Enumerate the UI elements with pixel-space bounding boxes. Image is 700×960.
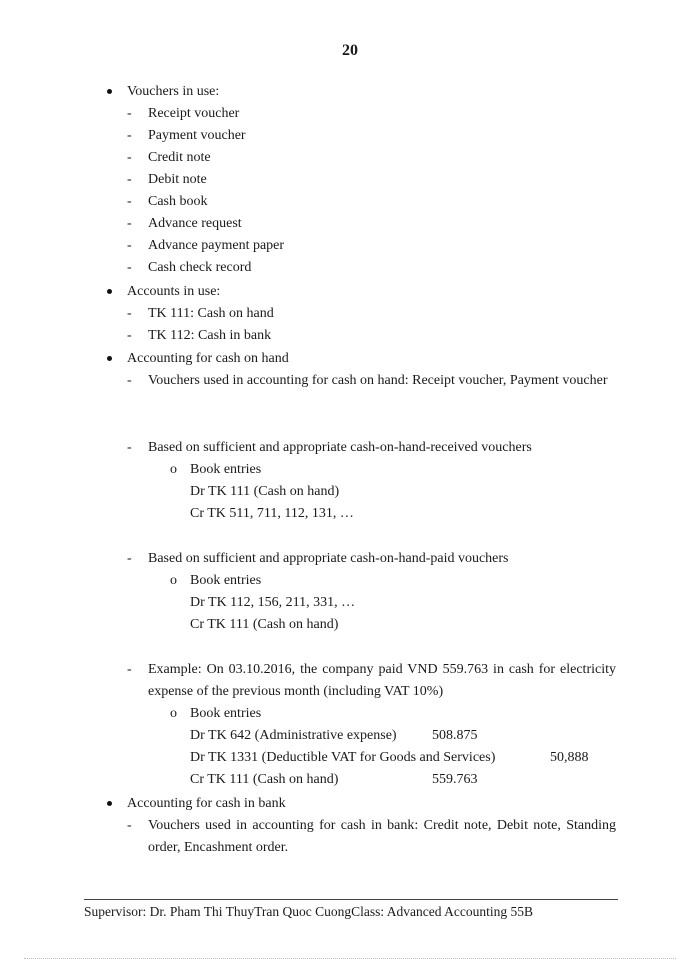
example-line-1-value: 508.875 [432,728,478,743]
bullet [107,356,112,361]
footer-text: Supervisor: Dr. Pham Thi ThuyTran Quoc CuongClass: Advanced Accounting 55B [84,904,533,919]
section-heading-cash-on-hand: Accounting for cash on hand [127,351,289,366]
dash: - [127,150,132,165]
vouchers-used-cash-in-bank: Vouchers used in accounting for cash in bank: Credit note, Debit note, Standing order, Encashment order. [148,818,616,855]
dash: - [127,172,132,187]
example-text: Example: On 03.10.2016, the company paid VND 559.763 in cash for electricity expense of the previous month (including VAT 10%) [148,662,616,699]
circle-bullet: o [170,706,177,721]
example-line-1-label: Dr TK 642 (Administrative expense) [190,728,397,743]
list-item: Payment voucher [148,128,246,143]
bullet [107,801,112,806]
list-item: Cash check record [148,260,252,275]
list-item: Cash book [148,194,208,209]
paid-text: Based on sufficient and appropriate cash-on-hand-paid vouchers [148,551,509,566]
example-line-2-label: Dr TK 1331 (Deductible VAT for Goods and Services) [190,750,496,765]
circle-bullet: o [170,573,177,588]
circle-bullet: o [170,462,177,477]
dash: - [127,216,132,231]
dash: - [127,662,132,677]
vouchers-used-cash-on-hand: Vouchers used in accounting for cash on hand: Receipt voucher, Payment voucher [148,373,608,388]
list-item: Credit note [148,150,211,165]
dash: - [127,306,132,321]
book-entries-label: Book entries [190,462,262,477]
dash: - [127,128,132,143]
list-item: Advance request [148,216,242,231]
dash: - [127,818,132,833]
page-bottom-border [24,958,676,959]
list-item: Debit note [148,172,207,187]
entry-cr: Cr TK 511, 711, 112, 131, … [190,506,354,521]
list-item: Receipt voucher [148,106,240,121]
entry-dr: Dr TK 111 (Cash on hand) [190,484,340,499]
dash: - [127,328,132,343]
example-line-3-label: Cr TK 111 (Cash on hand) [190,772,339,787]
list-item: TK 111: Cash on hand [148,306,274,321]
footer-rule [84,899,618,900]
book-entries-label: Book entries [190,706,262,721]
entry-cr: Cr TK 111 (Cash on hand) [190,617,339,632]
example-line-2-value: 50,888 [550,750,589,765]
section-heading-cash-in-bank: Accounting for cash in bank [127,796,286,811]
dash: - [127,238,132,253]
list-item: TK 112: Cash in bank [148,328,272,343]
received-text: Based on sufficient and appropriate cash-on-hand-received vouchers [148,440,532,455]
dash: - [127,194,132,209]
dash: - [127,106,132,121]
section-heading-vouchers: Vouchers in use: [127,84,220,99]
dash: - [127,551,132,566]
page-number: 20 [342,42,358,59]
dash: - [127,260,132,275]
list-item: Advance payment paper [148,238,285,253]
entry-dr: Dr TK 112, 156, 211, 331, … [190,595,356,610]
bullet [107,289,112,294]
dash: - [127,440,132,455]
bullet [107,89,112,94]
book-entries-label: Book entries [190,573,262,588]
example-line-3-value: 559.763 [432,772,478,787]
dash: - [127,373,132,388]
section-heading-accounts: Accounts in use: [127,284,221,299]
